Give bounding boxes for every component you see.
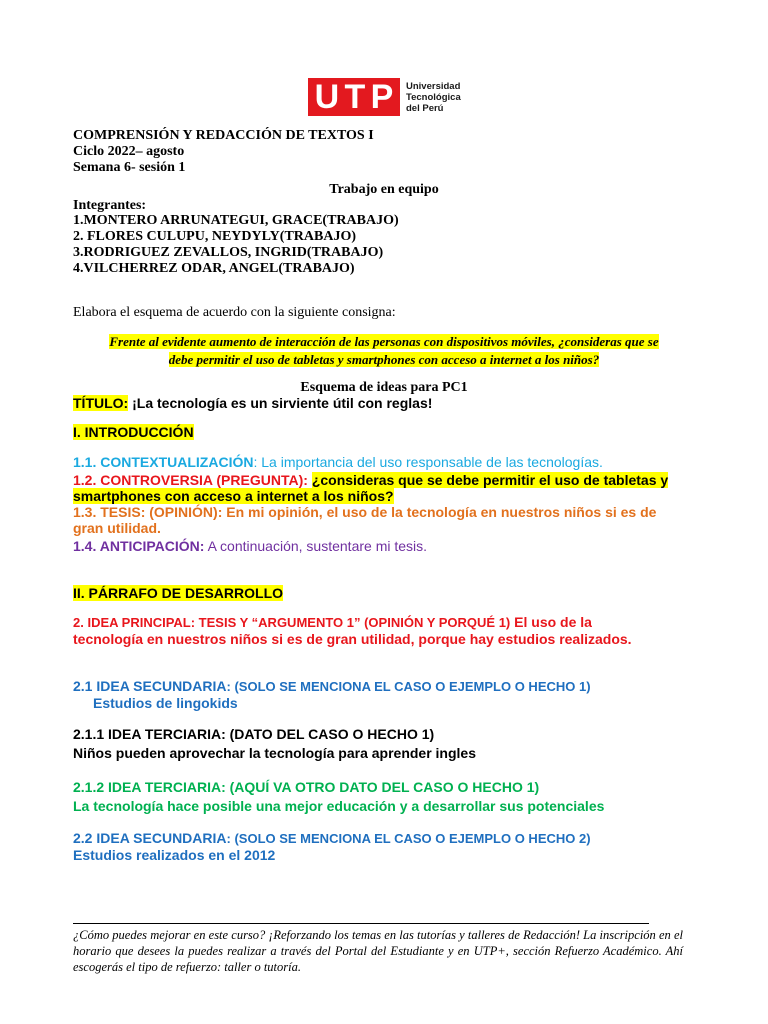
prompt-line-2: debe permitir el uso de tabletas y smartphones con acceso a internet a los niños? [168, 352, 600, 367]
logo-letter-u: U [314, 78, 340, 116]
intro-context [73, 454, 603, 470]
ter2-answer: La tecnología hace posible una mejor educación y a desarrollar sus potenciales [73, 798, 605, 814]
main-idea-label: 2. IDEA PRINCIPAL: TESIS Y “ARGUMENTO 1” (OPINIÓN Y PORQUÉ 1) [73, 615, 511, 630]
title-label: TÍTULO: [73, 395, 129, 411]
member-1: 1.MONTERO ARRUNATEGUI, GRACE(TRABAJO) [73, 213, 399, 228]
main-idea-text-2: tecnología en nuestros niños si es de gran utilidad, porque hay estudios realizados. [73, 631, 632, 647]
intro-heading-text: I. INTRODUCCIÓN [73, 424, 194, 440]
ter1-label: 2.1.1 IDEA TERCIARIA: (DATO DEL CASO O HECHO 1) [73, 726, 435, 742]
thesis-label: 1.3. TESIS: (OPINIÓN) [73, 504, 218, 520]
sec1-answer: Estudios de lingokids [93, 695, 238, 711]
instruction: Elabora el esquema de acuerdo con la siguiente consigna: [73, 305, 396, 320]
members-label: Integrantes: [73, 198, 147, 213]
sec1-label: 2.1 IDEA SECUNDARIA [73, 678, 227, 694]
footer-note: ¿Cómo puedes mejorar en este curso? ¡Reforzando los temas en las tutorías y talleres de Redacción! La inscripción en el horario que desees la puedes realizar a través del Portal del Estudiante y en UTP+, sección Refuerzo Académico. Ahí escogerás el tipo de refuerzo: taller o tutoría. [73, 928, 683, 974]
title-line [73, 395, 432, 411]
controversy-colon: : [303, 472, 312, 488]
intro-heading [73, 424, 194, 440]
tertiary-idea-2 [73, 779, 604, 814]
course-title: COMPRENSIÓN Y REDACCIÓN DE TEXTOS I [73, 128, 374, 143]
logo-line-3: del Perú [406, 102, 444, 114]
thesis-text-2: gran utilidad. [73, 520, 161, 536]
ter1-answer: Niños pueden aprovechar la tecnología para aprender ingles [73, 745, 476, 761]
logo-letter-t: T [344, 78, 366, 116]
secondary-idea-1 [73, 678, 591, 711]
intro-anticipation [73, 538, 427, 554]
cycle: Ciclo 2022– agosto [73, 144, 185, 159]
logo-line-2: Tecnológica [406, 91, 461, 103]
intro-thesis [73, 504, 693, 536]
anticipation-text: A continuación, sustentare mi tesis. [204, 538, 428, 554]
prompt [0, 333, 768, 369]
work-type: Trabajo en equipo [329, 182, 439, 197]
thesis-text-1: : En mi opinión, el uso de la tecnología en nuestros niños si es de [217, 504, 657, 520]
tertiary-idea-1 [73, 726, 476, 761]
sec2-label: 2.2 IDEA SECUNDARIA [73, 830, 227, 846]
prompt-line-1: Frente al evidente aumento de interacción de las personas con dispositivos móviles, ¿consideras que se [109, 334, 659, 349]
logo-letter-p: P [370, 78, 394, 116]
controversy-text-2: smartphones con acceso a internet a los niños? [73, 488, 394, 504]
controversy-label: 1.2. CONTROVERSIA (PREGUNTA) [73, 472, 304, 488]
context-text: : La importancia del uso responsable de las tecnologías. [253, 454, 603, 470]
member-4: 4.VILCHERREZ ODAR, ANGEL(TRABAJO) [73, 261, 355, 276]
logo-wordmark [406, 81, 461, 114]
member-2: 2. FLORES CULUPU, NEYDYLY(TRABAJO) [73, 229, 357, 244]
sec1-text: : (SOLO SE MENCIONA EL CASO O EJEMPLO O HECHO 1) [226, 679, 591, 694]
sec2-answer: Estudios realizados en el 2012 [73, 847, 276, 863]
context-label: 1.1. CONTEXTUALIZACIÓN [73, 454, 254, 470]
main-idea [73, 614, 713, 647]
scheme-title: Esquema de ideas para PC1 [300, 380, 468, 395]
main-idea-text-1: El uso de la [510, 614, 592, 630]
member-3: 3.RODRIGUEZ ZEVALLOS, INGRID(TRABAJO) [73, 245, 384, 260]
logo-mark [308, 78, 400, 116]
sec2-text: : (SOLO SE MENCIONA EL CASO O EJEMPLO O HECHO 2) [226, 831, 591, 846]
week-session: Semana 6- sesión 1 [73, 160, 186, 175]
ter2-label: 2.1.2 IDEA TERCIARIA: (AQUÍ VA OTRO DATO DEL CASO O HECHO 1) [73, 779, 540, 795]
secondary-idea-2 [73, 830, 591, 863]
logo-line-1: Universidad [406, 80, 461, 92]
footer-rule [73, 923, 649, 924]
title-text: ¡La tecnología es un sirviente útil con reglas! [128, 395, 433, 411]
development-heading-text: II. PÁRRAFO DE DESARROLLO [73, 585, 284, 601]
development-heading [73, 585, 283, 601]
utp-logo [308, 78, 461, 116]
anticipation-label: 1.4. ANTICIPACIÓN: [73, 538, 205, 554]
intro-controversy [73, 472, 693, 504]
controversy-text-1: ¿consideras que se debe permitir el uso de tabletas y [311, 472, 669, 488]
